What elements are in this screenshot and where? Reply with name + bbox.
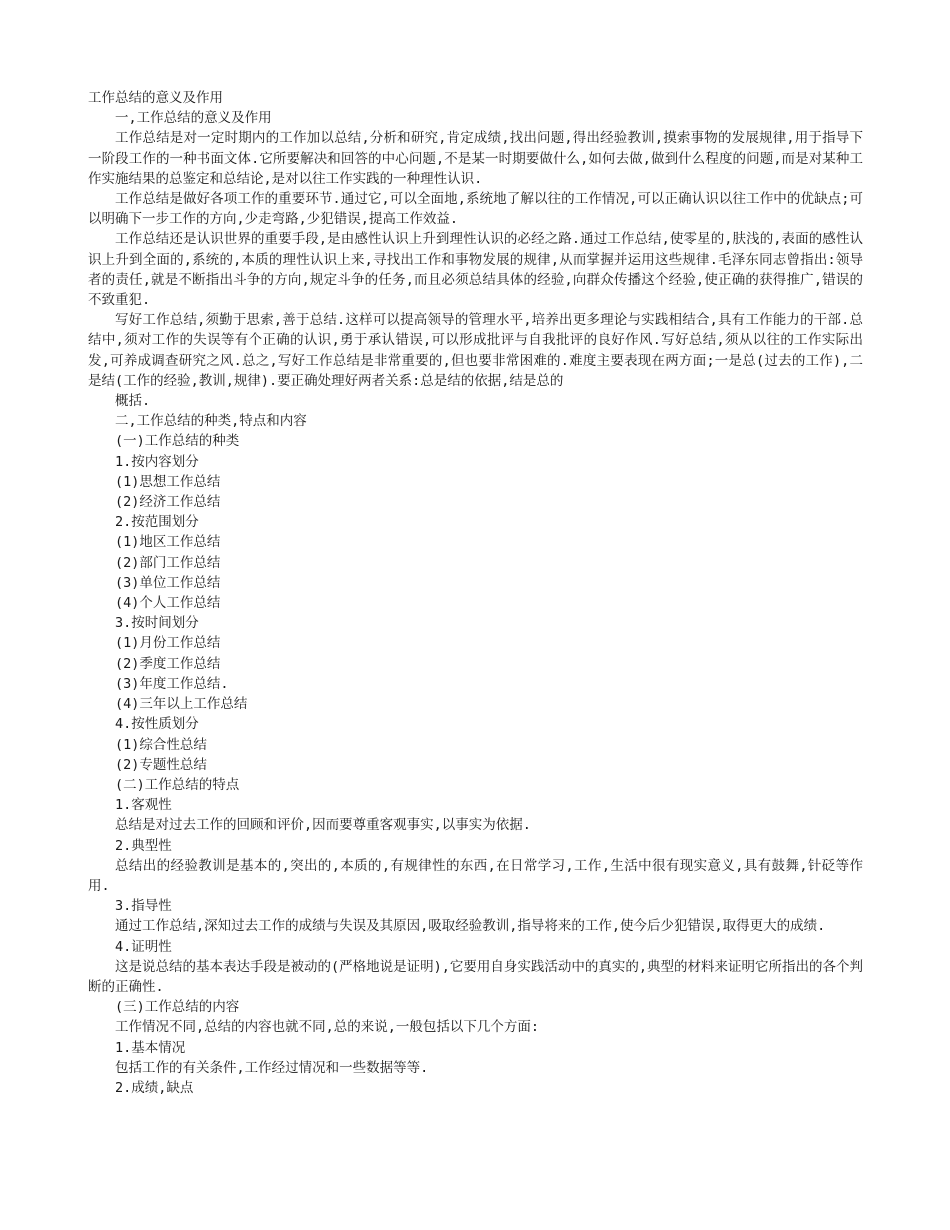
list-item: (1)思想工作总结 xyxy=(115,473,221,490)
paragraph: 通过工作总结,深知过去工作的成绩与失误及其原因,吸取经验教训,指导将来的工作,使今后少犯错误,取得更大的成绩. xyxy=(115,918,826,935)
paragraph: 总结出的经验教训是基本的,突出的,本质的,有规律性的东西,在日常学习,工作,生活中很有现实意义,具有鼓舞,针砭等作用. xyxy=(88,857,863,894)
list-item: (4)个人工作总结 xyxy=(115,595,221,612)
subsection-heading: (二)工作总结的特点 xyxy=(115,776,240,793)
list-item: 3.指导性 xyxy=(115,898,172,915)
list-item: (1)月份工作总结 xyxy=(115,635,221,652)
list-item: 4.证明性 xyxy=(115,938,172,955)
list-item: 1.基本情况 xyxy=(115,1039,186,1056)
list-item: 4.按性质划分 xyxy=(115,716,199,733)
section-heading: 二,工作总结的种类,特点和内容 xyxy=(115,413,307,430)
list-item: (2)季度工作总结 xyxy=(115,655,221,672)
paragraph: 概括. xyxy=(115,393,151,410)
subsection-heading: (一)工作总结的种类 xyxy=(115,433,240,450)
list-item: (2)部门工作总结 xyxy=(115,554,221,571)
list-item: (2)经济工作总结 xyxy=(115,494,221,511)
document-body xyxy=(88,88,863,1098)
list-item: 2.按范围划分 xyxy=(115,514,199,531)
paragraph: 工作总结是对一定时期内的工作加以总结,分析和研究,肯定成绩,找出问题,得出经验教训,摸索事物的发展规律,用于指导下一阶段工作的一种书面文体.它所要解决和回答的中心问题,不是某一时期要做什么,如何去做,做到什么程度的问题,而是对某种工作实施结果的总鉴定和总结论,是对以往工作实践的一种理性认识. xyxy=(88,130,863,187)
section-heading: 一,工作总结的意义及作用 xyxy=(115,110,272,127)
subsection-heading: (三)工作总结的内容 xyxy=(115,999,240,1016)
list-item: (1)地区工作总结 xyxy=(115,534,221,551)
list-item: 2.典型性 xyxy=(115,837,172,854)
paragraph: 工作总结还是认识世界的重要手段,是由感性认识上升到理性认识的必经之路.通过工作总结,使零星的,肤浅的,表面的感性认识上升到全面的,系统的,本质的理性认识上来,寻找出工作和事物发展的规律,从而掌握并运用这些规律.毛泽东同志曾指出:领导者的责任,就是不断指出斗争的方向,规定斗争的任务,而且必须总结具体的经验,向群众传播这个经验,使正确的获得推广,错误的不致重犯. xyxy=(88,231,863,309)
list-item: 1.按内容划分 xyxy=(115,453,199,470)
list-item: (3)年度工作总结. xyxy=(115,675,229,692)
paragraph: 包括工作的有关条件,工作经过情况和一些数据等等. xyxy=(115,1059,429,1076)
document-title: 工作总结的意义及作用 xyxy=(88,90,223,106)
list-item: 1.客观性 xyxy=(115,797,172,814)
paragraph: 这是说总结的基本表达手段是被动的(严格地说是证明),它要用自身实践活动中的真实的,典型的材料来证明它所指出的各个判断的正确性. xyxy=(88,958,864,995)
paragraph: 工作总结是做好各项工作的重要环节.通过它,可以全面地,系统地了解以往的工作情况,可以正确认识以往工作中的优缺点;可以明确下一步工作的方向,少走弯路,少犯错误,提高工作效益. xyxy=(88,191,863,228)
paragraph: 总结是对过去工作的回顾和评价,因而要尊重客观事实,以事实为依据. xyxy=(115,817,531,834)
paragraph: 写好工作总结,须勤于思索,善于总结.这样可以提高领导的管理水平,培养出更多理论与实践相结合,具有工作能力的干部.总结中,须对工作的失误等有个正确的认识,勇于承认错误,可以形成批评与自我批评的良好作风.写好总结,须从以往的工作实际出发,可养成调查研究之风.总之,写好工作总结是非常重要的,但也要非常困难的.难度主要表现在两方面;一是总(过去的工作),二是结(工作的经验,教训,规律).要正确处理好两者关系:总是结的依据,结是总的 xyxy=(88,312,863,389)
list-item: (2)专题性总结 xyxy=(115,756,207,773)
list-item: (3)单位工作总结 xyxy=(115,574,221,591)
list-item: 2.成绩,缺点 xyxy=(115,1079,194,1096)
list-item: (4)三年以上工作总结 xyxy=(115,696,248,713)
list-item: (1)综合性总结 xyxy=(115,736,207,753)
paragraph: 工作情况不同,总结的内容也就不同,总的来说,一般包括以下几个方面: xyxy=(115,1019,540,1036)
list-item: 3.按时间划分 xyxy=(115,615,199,632)
